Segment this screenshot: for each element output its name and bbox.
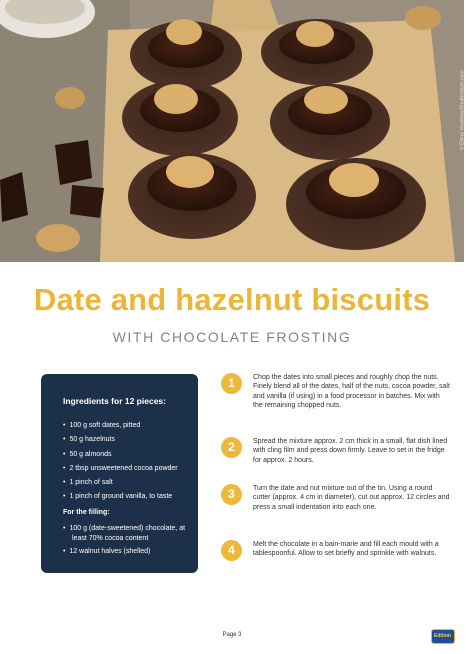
biscuit	[128, 153, 256, 239]
ingredient-item: • 1 pinch of salt	[63, 476, 178, 490]
ingredient-item: • 100 g soft dates, pitted	[63, 419, 178, 433]
biscuit	[261, 19, 373, 85]
ingredient-item: • 1 pinch of ground vanilla, to taste	[63, 490, 178, 504]
photo-credit: © Elena Veselova/Shutterstock.com	[460, 70, 466, 150]
step-text: Turn the date and nut mixture out of the tin. Using a round cutter (approx. 4 cm in diameter), cut out approx. 12 circles and press a small indentation into each one.	[253, 485, 450, 511]
step-number-badge: 4	[221, 540, 242, 561]
ingredients-heading: Ingredients for 12 pieces:	[63, 396, 166, 406]
ingredients-list	[63, 419, 178, 505]
recipe-title: Date and hazelnut biscuits	[33, 282, 431, 317]
page-number: Page 3	[222, 632, 242, 638]
biscuit	[122, 80, 238, 156]
ingredients-panel	[41, 374, 198, 573]
step-text: Chop the dates into small pieces and roughly chop the nuts. Finely blend all of the dates, half of the nuts, cocoa powder, salt and vanilla (if using) in a food processor in batches. Mix with the remaining chopped nuts.	[253, 374, 450, 409]
biscuit	[286, 158, 426, 250]
biscuits-illustration	[0, 0, 464, 262]
biscuit	[270, 84, 390, 160]
filling-list	[63, 524, 193, 561]
step-number-badge: 1	[221, 373, 242, 394]
ingredient-item: • 2 tbsp unsweetened cocoa powder	[63, 462, 178, 476]
filling-heading: For the filling:	[63, 509, 110, 516]
step-text: Melt the chocolate in a bain-marie and fill each mould with a tablespoonful. Allow to set briefly and sprinkle with walnuts.	[253, 541, 439, 558]
recipe-photo	[0, 0, 464, 262]
recipe-subtitle: WITH CHOCOLATE FROSTING	[112, 329, 352, 345]
ingredient-item: • 50 g hazelnuts	[63, 433, 178, 447]
filling-item: • 12 walnut halves (shelled)	[63, 547, 193, 557]
step-number-badge: 2	[221, 437, 242, 458]
step-number-badge: 3	[221, 484, 242, 505]
publisher-logo	[431, 629, 455, 644]
filling-item: • 100 g (date-sweetened) chocolate, at least 70% cocoa content	[63, 524, 193, 543]
logo-text: Edition	[434, 633, 451, 639]
ingredient-item: • 50 g almonds	[63, 448, 178, 462]
step-text: Spread the mixture approx. 2 cm thick in a small, flat dish lined with cling film and press down firmly. Leave to set in the fridge for approx. 2 hours.	[253, 438, 448, 464]
